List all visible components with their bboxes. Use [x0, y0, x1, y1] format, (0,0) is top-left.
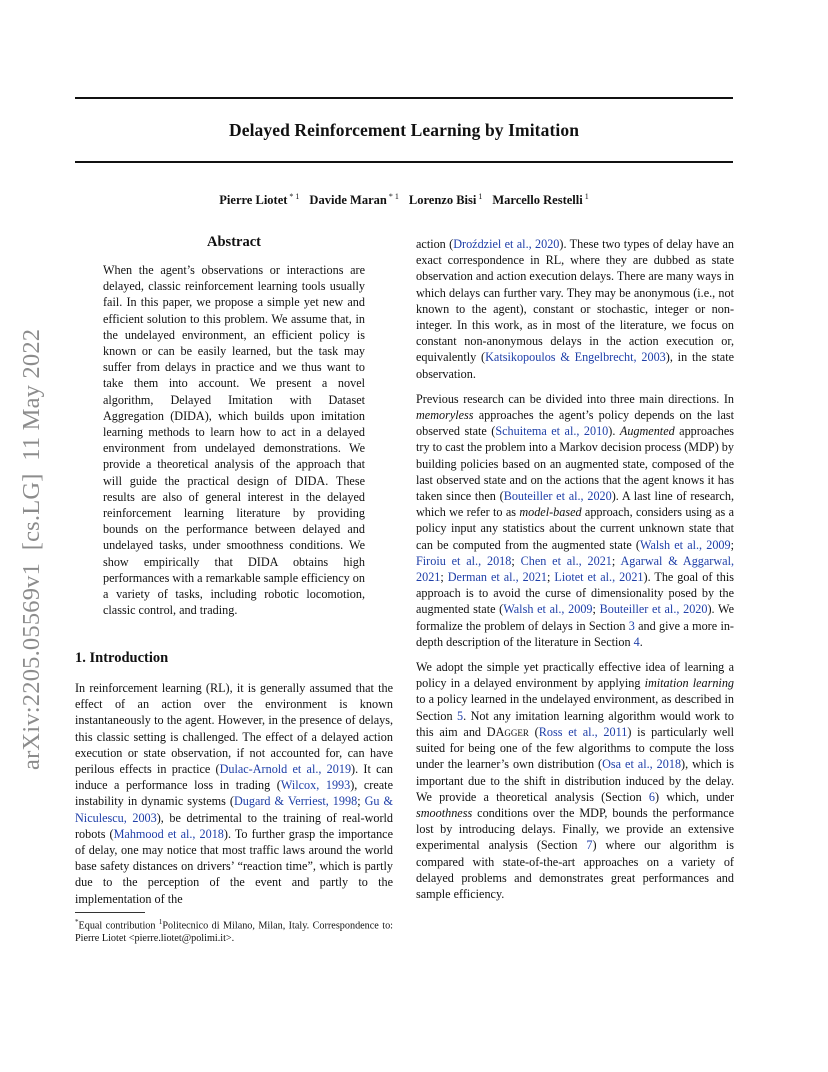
- body-text: In reinforcement learning (RL), it is generally assumed that the effect of an action over the environment is known instantaneously to the agent. However, in the presence of delays, this classic setting is challenged. The effect of a delayed action execution or state observation, if not accounted for, can have perilous effects in practice (: [75, 681, 393, 777]
- right-paragraph-3: [416, 659, 734, 902]
- footnote-mark-affiliation: 1: [158, 918, 163, 926]
- abstract-heading: Abstract: [207, 234, 261, 250]
- body-text: ;: [611, 553, 621, 568]
- body-text: conditions over the MDP, bounds the performance lost by introducing delays. Finally, we provide an extensive experimental analysis (Section: [416, 805, 734, 853]
- body-text: ), which is important due to the shift in distribution induced by the delay. We provide a theoretical analysis (Section: [416, 757, 734, 804]
- author-list: [75, 192, 733, 208]
- top-rule: [75, 97, 733, 99]
- body-text: ). These two types of delay have an exact correspondence in RL, where they are dubbed as state observation and action execution delays. There are many ways in which delays can further vary. They may be anonymous (i.e., not known to the agent), constant or stochastic, integer or non-integer. In this work, as in most of the literature, we focus on constant non-anonymous delays in the action execution or, equivalently (: [416, 237, 734, 365]
- footnote-rule: [75, 912, 145, 913]
- emphasis-text: smoothness: [416, 805, 473, 820]
- citation-link[interactable]: Walsh et al., 2009: [503, 602, 593, 617]
- body-text: ). We formalize the problem of delays in Section: [416, 602, 734, 633]
- citation-link[interactable]: Firoiu et al., 2018: [416, 553, 512, 568]
- body-text: ;: [357, 794, 365, 809]
- section-heading-introduction: 1. Introduction: [75, 650, 169, 666]
- emphasis-text: model-based: [519, 505, 582, 520]
- citation-link[interactable]: Droździel et al., 2020: [453, 237, 560, 251]
- footnote-mark-equal: *: [75, 918, 79, 926]
- citation-link[interactable]: Mahmood et al., 2018: [113, 826, 224, 841]
- citation-link[interactable]: 6: [648, 789, 656, 804]
- citation-link[interactable]: Bouteiller et al., 2020: [599, 602, 708, 617]
- right-paragraph-2: [416, 391, 734, 650]
- citation-link[interactable]: Osa et al., 2018: [602, 757, 682, 772]
- body-text: ) where our algorithm is compared with state-of-the-art approaches on a variety of delayed problems and demonstrates great performances and sample efficiency.: [416, 838, 735, 901]
- body-text: to a policy learned in the undelayed environment, as described in Section: [416, 692, 734, 723]
- citation-link[interactable]: Bouteiller et al., 2020: [503, 489, 612, 504]
- body-text: ), be detrimental to the training of real-world robots (: [75, 810, 394, 841]
- footnote: [75, 916, 393, 945]
- emphasis-text: memoryless: [416, 408, 474, 423]
- citation-link[interactable]: 7: [586, 838, 593, 853]
- citation-link[interactable]: Ross et al., 2011: [538, 724, 628, 739]
- body-text: and give a more in-depth description of the literature in Section: [416, 618, 734, 649]
- citation-link[interactable]: Walsh et al., 2009: [639, 537, 731, 552]
- body-text: approach, considers using as a policy input any statistics about the current unknown state that can be computed from the augmented state (: [416, 505, 734, 552]
- citation-link[interactable]: Gu & Niculescu, 2003: [75, 794, 394, 825]
- author-3: [409, 193, 482, 207]
- emphasis-text: imitation learning: [644, 676, 734, 691]
- author-name: Pierre Liotet: [219, 193, 288, 208]
- citation-link[interactable]: Agarwal & Aggarwal, 2021: [416, 553, 735, 585]
- citation-link[interactable]: Chen et al., 2021: [520, 553, 612, 568]
- body-text: approaches try to cast the problem into a Markov decision process (MDP) by building policies based on an augmented state, composed of the last observed state and on the actions that the agent knows it has taken since then (: [416, 424, 734, 504]
- author-name: Lorenzo Bisi: [408, 193, 477, 208]
- citation-link[interactable]: 5: [457, 708, 464, 723]
- footnote-equal-contribution: Equal contribution: [78, 920, 159, 932]
- body-text: ) is particularly well suited for being one of the few algorithms to compute the loss under the learner’s own distribution (: [416, 724, 734, 772]
- body-text: Previous research can be divided into three main directions. In: [416, 391, 734, 406]
- body-text: ). The goal of this approach is to avoid the curse of dimensionality posed by the augmented state (: [416, 570, 735, 617]
- author-affiliation-mark: * 1: [388, 192, 399, 201]
- arxiv-sidebar-id: arXiv:2205.05569v1 [cs.LG] 11 May 2022: [18, 328, 45, 770]
- body-text: ). A last line of research, which we refer to as: [416, 489, 734, 520]
- author-name: Davide Maran: [309, 193, 387, 208]
- body-text: ;: [511, 553, 521, 568]
- author-2: [309, 193, 398, 207]
- citation-link[interactable]: Wilcox, 1993: [280, 778, 351, 793]
- body-text: ), create instability in dynamic systems (: [75, 778, 393, 809]
- footnote-affiliation: Politecnico di Milano, Milan, Italy. Correspondence to: Pierre Liotet <pierre.liotet@polimi.it>.: [75, 920, 393, 945]
- body-text: ;: [547, 570, 555, 585]
- citation-link[interactable]: 4: [633, 634, 640, 649]
- citation-link[interactable]: 3: [628, 618, 635, 633]
- citation-link[interactable]: Schuitema et al., 2010: [495, 424, 609, 439]
- author-affiliation-mark: 1: [584, 192, 589, 201]
- body-text: ) which, under: [655, 789, 734, 804]
- citation-link[interactable]: Liotet et al., 2021: [554, 570, 644, 585]
- body-text: . Not any imitation learning algorithm would work to this aim and D: [416, 708, 734, 739]
- body-text: approaches the agent’s policy depends on the last observed state (: [416, 408, 734, 439]
- paper-title: Delayed Reinforcement Learning by Imitation: [228, 120, 580, 140]
- body-text: (: [528, 724, 539, 739]
- author-affiliation-mark: 1: [478, 192, 483, 201]
- author-affiliation-mark: * 1: [289, 192, 300, 201]
- author-4: [492, 193, 588, 207]
- body-text: ). It can induce a performance loss in trading (: [75, 762, 393, 793]
- right-column: [416, 236, 734, 911]
- body-text: ). To further grasp the importance of delay, one may notice that most traffic laws around the world base safety distances on drivers’ “reaction time”, which is partly due to the perception of the event and partly to the implementation of the: [75, 826, 393, 906]
- right-paragraph-1: [416, 236, 734, 382]
- abstract-text: When the agent’s observations or interactions are delayed, classic reinforcement learning tools usually fail. In this paper, we propose a simple yet new and efficient solution to this problem. We assume that, in the undelayed environment, an efficient policy is known or can be easily learned, but the task may suffer from delays in practice and we thus want to take them into account. We present a novel algorithm, Delayed Imitation with Dataset Aggregation (DIDA), which builds upon imitation learning methods to learn how to act in a delayed environment from undelayed demonstrations. We provide a theoretical analysis of the approach that will guide the practical design of DIDA. These results are also of general interest in the delayed reinforcement learning literature by providing bounds on the performance between delayed and undelayed tasks, under smoothness conditions. We show empirically that DIDA obtains high performances with a remarkable sample efficiency on a variety of tasks, including robotic locomotion, classic control, and trading.: [103, 263, 365, 618]
- citation-link[interactable]: Dugard & Verriest, 1998: [233, 794, 358, 809]
- body-text: ;: [592, 602, 600, 617]
- author-name: Marcello Restelli: [492, 193, 583, 208]
- small-caps-text: Agger: [495, 724, 529, 739]
- intro-paragraph-1: [75, 680, 393, 907]
- body-text: .: [639, 634, 643, 649]
- author-1: [219, 193, 299, 207]
- citation-link[interactable]: Dulac-Arnold et al., 2019: [219, 762, 352, 777]
- body-text: ), in the state observation.: [416, 350, 735, 381]
- citation-link[interactable]: Derman et al., 2021: [447, 570, 548, 585]
- body-text: ;: [730, 537, 735, 552]
- citation-link[interactable]: Katsikopoulos & Engelbrecht, 2003: [485, 350, 666, 365]
- left-column: [75, 680, 393, 916]
- emphasis-text: Augmented: [619, 424, 675, 439]
- body-text: We adopt the simple yet practically effective idea of learning a policy in a delayed environment by applying: [416, 660, 734, 691]
- body-text: ;: [440, 570, 448, 585]
- body-text: ).: [608, 424, 620, 439]
- body-text: action (: [416, 237, 454, 251]
- title-rule: [75, 161, 733, 163]
